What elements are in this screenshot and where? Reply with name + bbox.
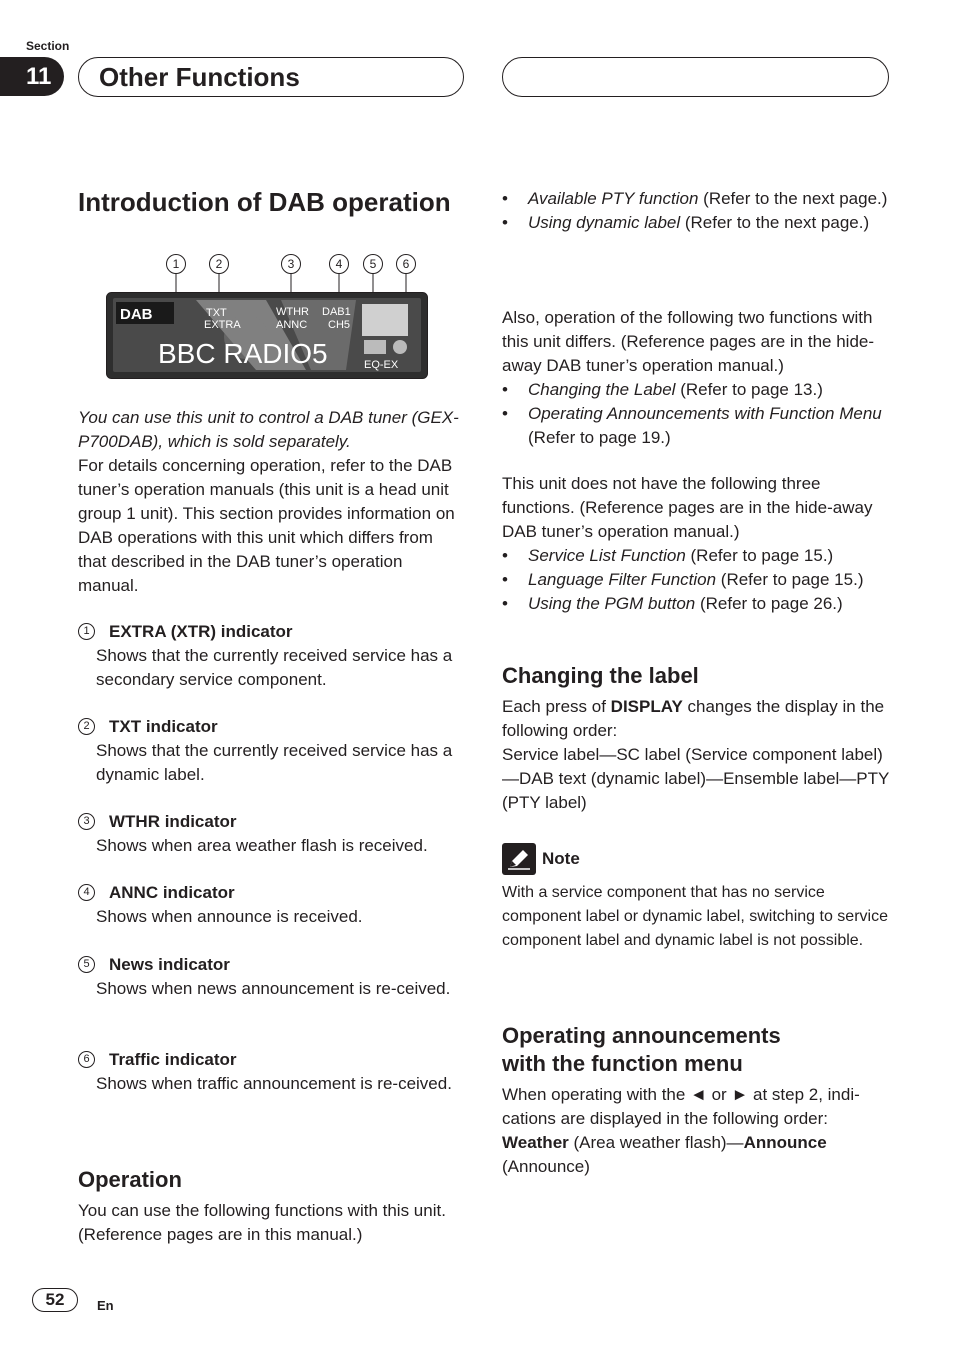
lcd-wthr-indicator: WTHR bbox=[276, 306, 309, 318]
indicator-item-annc: 4 ANNC indicator Shows when announce is received. bbox=[78, 881, 464, 929]
indicator-item-wthr: 3 WTHR indicator Shows when area weather flash is received. bbox=[78, 810, 464, 858]
lcd-news-traffic-box bbox=[362, 304, 408, 336]
lcd-channel: CH5 bbox=[328, 319, 351, 331]
callout-4: 4 bbox=[329, 254, 349, 274]
lcd-dab-label: DAB bbox=[120, 306, 153, 323]
note-header bbox=[502, 843, 580, 875]
lcd-annc-indicator: ANNC bbox=[276, 319, 308, 331]
callout-2: 2 bbox=[209, 254, 229, 274]
section-title: Other Functions bbox=[99, 62, 300, 92]
changing-label-heading: Changing the label bbox=[502, 663, 699, 688]
lcd-station-name: BBC RADIO5 bbox=[158, 338, 328, 369]
traffic-icon bbox=[393, 340, 407, 354]
intro-paragraph: For details concerning operation, refer to the DAB tuner’s operation manuals (this unit is a head unit group 1 unit). This section provides information on DAB operations with this unit which differs from that described in the DAB tuner’s operation manual. bbox=[78, 456, 455, 595]
label-order-paragraph: Service label—SC label (Service component label)—DAB text (dynamic label)—Ensemble label—PTY (PTY label) bbox=[502, 745, 890, 812]
pencil-note-icon bbox=[502, 843, 536, 875]
callout-3: 3 bbox=[281, 254, 301, 274]
section-label: Section bbox=[26, 39, 70, 53]
section-number: 11 bbox=[0, 57, 64, 96]
header-empty-box bbox=[502, 57, 889, 97]
intro-italic-paragraph: You can use this unit to control a DAB tuner (GEX-P700DAB), which is sold separately. bbox=[78, 408, 459, 451]
language-label: En bbox=[97, 1298, 114, 1313]
announcements-heading-line-2: with the function menu bbox=[502, 1051, 743, 1076]
list-item: • Service List Function (Refer to page 15.) bbox=[502, 544, 892, 568]
differs-paragraph: Also, operation of the following two functions with this unit differs. (Reference pages are in the hide-away DAB tuner’s operation manual.) bbox=[502, 308, 875, 375]
callout-1: 1 bbox=[166, 254, 186, 274]
announcements-order-tail: (Announce) bbox=[502, 1157, 590, 1176]
dab-display-illustration bbox=[106, 252, 428, 380]
announcements-order: Weather (Area weather flash)—Announce bbox=[502, 1133, 827, 1152]
page-number: 52 bbox=[32, 1288, 78, 1312]
changing-label-paragraph: Each press of DISPLAY changes the display in the following order: bbox=[502, 697, 885, 740]
bullet-list-differs bbox=[502, 378, 892, 450]
list-item: • Changing the Label (Refer to page 13.) bbox=[502, 378, 892, 402]
bullet-list-top bbox=[502, 187, 892, 235]
list-item: • Using the PGM button (Refer to page 26.) bbox=[502, 592, 892, 616]
operation-paragraph: You can use the following functions with this unit. (Reference pages are in this manual.) bbox=[78, 1201, 446, 1244]
lcd-svg bbox=[106, 252, 428, 380]
list-item: • Using dynamic label (Refer to the next page.) bbox=[502, 211, 892, 235]
announcements-paragraph: When operating with the ◄ or ► at step 2, indi-cations are displayed in the following order: bbox=[502, 1085, 860, 1128]
indicator-item-traffic: 6 Traffic indicator Shows when traffic announcement is re-ceived. bbox=[78, 1048, 464, 1096]
news-icon bbox=[364, 340, 386, 354]
operation-heading: Operation bbox=[78, 1167, 182, 1192]
bullet-list-not-available bbox=[502, 544, 892, 616]
list-item: • Language Filter Function (Refer to page 15.) bbox=[502, 568, 892, 592]
lcd-txt-indicator: TXT bbox=[206, 307, 227, 319]
lcd-extra-indicator: EXTRA bbox=[204, 319, 241, 331]
note-text: With a service component that has no service component label or dynamic label, switching to service component label and dynamic label is not possible. bbox=[502, 884, 888, 949]
indicator-item-txt: 2 TXT indicator Shows that the currently received service has a dynamic label. bbox=[78, 715, 464, 787]
callout-6: 6 bbox=[396, 254, 416, 274]
lcd-eq: EQ-EX bbox=[364, 359, 399, 371]
lcd-band: DAB1 bbox=[322, 306, 351, 318]
indicator-item-extra: 1 EXTRA (XTR) indicator Shows that the currently received service has a secondary service component. bbox=[78, 620, 464, 692]
callout-5: 5 bbox=[363, 254, 383, 274]
intro-heading: Introduction of DAB operation bbox=[78, 187, 451, 217]
announcements-heading-line-1: Operating announcements bbox=[502, 1023, 781, 1048]
indicator-item-news: 5 News indicator Shows when news announcement is re-ceived. bbox=[78, 953, 464, 1001]
not-available-paragraph: This unit does not have the following three functions. (Reference pages are in the hide-away DAB tuner’s operation manual.) bbox=[502, 474, 873, 541]
list-item: • Operating Announcements with Function Menu (Refer to page 19.) bbox=[502, 402, 892, 450]
note-label: Note bbox=[542, 849, 580, 868]
section-title-box bbox=[78, 57, 464, 97]
list-item: • Available PTY function (Refer to the next page.) bbox=[502, 187, 892, 211]
